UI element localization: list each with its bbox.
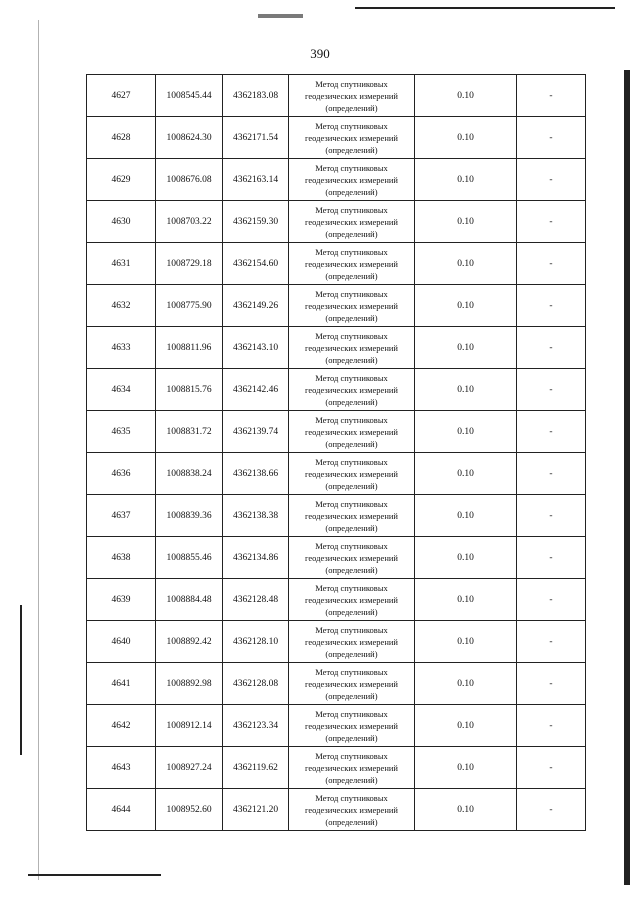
x-coordinate-cell: 1008815.76 xyxy=(156,369,223,411)
table-row xyxy=(87,579,586,621)
note-cell: - xyxy=(517,159,586,201)
x-coordinate-cell: 1008892.42 xyxy=(156,621,223,663)
table-row xyxy=(87,663,586,705)
accuracy-cell: 0.10 xyxy=(415,453,517,495)
point-id-cell: 4639 xyxy=(87,579,156,621)
x-coordinate-cell: 1008952.60 xyxy=(156,789,223,831)
point-id-cell: 4634 xyxy=(87,369,156,411)
accuracy-cell: 0.10 xyxy=(415,243,517,285)
point-id-cell: 4627 xyxy=(87,75,156,117)
x-coordinate-cell: 1008838.24 xyxy=(156,453,223,495)
point-id-cell: 4636 xyxy=(87,453,156,495)
method-cell: Метод спутниковых геодезических измерений (определений) xyxy=(289,369,415,411)
x-coordinate-cell: 1008912.14 xyxy=(156,705,223,747)
table-row xyxy=(87,747,586,789)
point-id-cell: 4633 xyxy=(87,327,156,369)
x-coordinate-cell: 1008927.24 xyxy=(156,747,223,789)
method-cell: Метод спутниковых геодезических измерений (определений) xyxy=(289,705,415,747)
y-coordinate-cell: 4362138.66 xyxy=(223,453,289,495)
note-cell: - xyxy=(517,579,586,621)
y-coordinate-cell: 4362139.74 xyxy=(223,411,289,453)
y-coordinate-cell: 4362138.38 xyxy=(223,495,289,537)
point-id-cell: 4641 xyxy=(87,663,156,705)
table-row xyxy=(87,75,586,117)
method-cell: Метод спутниковых геодезических измерений (определений) xyxy=(289,747,415,789)
point-id-cell: 4638 xyxy=(87,537,156,579)
y-coordinate-cell: 4362171.54 xyxy=(223,117,289,159)
accuracy-cell: 0.10 xyxy=(415,663,517,705)
point-id-cell: 4630 xyxy=(87,201,156,243)
note-cell: - xyxy=(517,453,586,495)
note-cell: - xyxy=(517,663,586,705)
table-row xyxy=(87,789,586,831)
method-cell: Метод спутниковых геодезических измерений (определений) xyxy=(289,453,415,495)
method-cell: Метод спутниковых геодезических измерений (определений) xyxy=(289,159,415,201)
method-cell: Метод спутниковых геодезических измерений (определений) xyxy=(289,621,415,663)
note-cell: - xyxy=(517,621,586,663)
accuracy-cell: 0.10 xyxy=(415,747,517,789)
x-coordinate-cell: 1008884.48 xyxy=(156,579,223,621)
point-id-cell: 4642 xyxy=(87,705,156,747)
note-cell: - xyxy=(517,789,586,831)
method-cell: Метод спутниковых геодезических измерений (определений) xyxy=(289,243,415,285)
accuracy-cell: 0.10 xyxy=(415,705,517,747)
x-coordinate-cell: 1008545.44 xyxy=(156,75,223,117)
point-id-cell: 4629 xyxy=(87,159,156,201)
table-row xyxy=(87,159,586,201)
accuracy-cell: 0.10 xyxy=(415,579,517,621)
scan-top-smudge xyxy=(258,14,303,18)
note-cell: - xyxy=(517,537,586,579)
y-coordinate-cell: 4362134.86 xyxy=(223,537,289,579)
table-row xyxy=(87,705,586,747)
accuracy-cell: 0.10 xyxy=(415,285,517,327)
accuracy-cell: 0.10 xyxy=(415,411,517,453)
method-cell: Метод спутниковых геодезических измерений (определений) xyxy=(289,411,415,453)
table-row xyxy=(87,537,586,579)
method-cell: Метод спутниковых геодезических измерений (определений) xyxy=(289,663,415,705)
x-coordinate-cell: 1008892.98 xyxy=(156,663,223,705)
y-coordinate-cell: 4362128.08 xyxy=(223,663,289,705)
page-number: 390 xyxy=(310,46,330,61)
method-cell: Метод спутниковых геодезических измерений (определений) xyxy=(289,75,415,117)
y-coordinate-cell: 4362183.08 xyxy=(223,75,289,117)
accuracy-cell: 0.10 xyxy=(415,117,517,159)
note-cell: - xyxy=(517,411,586,453)
accuracy-cell: 0.10 xyxy=(415,201,517,243)
x-coordinate-cell: 1008839.36 xyxy=(156,495,223,537)
note-cell: - xyxy=(517,327,586,369)
table-row xyxy=(87,201,586,243)
y-coordinate-cell: 4362159.30 xyxy=(223,201,289,243)
accuracy-cell: 0.10 xyxy=(415,159,517,201)
y-coordinate-cell: 4362149.26 xyxy=(223,285,289,327)
table-row xyxy=(87,621,586,663)
x-coordinate-cell: 1008676.08 xyxy=(156,159,223,201)
note-cell: - xyxy=(517,117,586,159)
x-coordinate-cell: 1008624.30 xyxy=(156,117,223,159)
accuracy-cell: 0.10 xyxy=(415,327,517,369)
y-coordinate-cell: 4362163.14 xyxy=(223,159,289,201)
x-coordinate-cell: 1008855.46 xyxy=(156,537,223,579)
note-cell: - xyxy=(517,747,586,789)
point-id-cell: 4628 xyxy=(87,117,156,159)
x-coordinate-cell: 1008831.72 xyxy=(156,411,223,453)
accuracy-cell: 0.10 xyxy=(415,495,517,537)
method-cell: Метод спутниковых геодезических измерений (определений) xyxy=(289,201,415,243)
method-cell: Метод спутниковых геодезических измерений (определений) xyxy=(289,285,415,327)
x-coordinate-cell: 1008703.22 xyxy=(156,201,223,243)
note-cell: - xyxy=(517,705,586,747)
note-cell: - xyxy=(517,243,586,285)
note-cell: - xyxy=(517,201,586,243)
point-id-cell: 4643 xyxy=(87,747,156,789)
accuracy-cell: 0.10 xyxy=(415,537,517,579)
y-coordinate-cell: 4362119.62 xyxy=(223,747,289,789)
table-row xyxy=(87,327,586,369)
accuracy-cell: 0.10 xyxy=(415,369,517,411)
point-id-cell: 4632 xyxy=(87,285,156,327)
table-row xyxy=(87,285,586,327)
coordinates-table xyxy=(86,74,586,831)
table-row xyxy=(87,495,586,537)
scan-left-margin-line xyxy=(38,20,39,880)
y-coordinate-cell: 4362154.60 xyxy=(223,243,289,285)
method-cell: Метод спутниковых геодезических измерений (определений) xyxy=(289,789,415,831)
y-coordinate-cell: 4362123.34 xyxy=(223,705,289,747)
y-coordinate-cell: 4362128.48 xyxy=(223,579,289,621)
table-row xyxy=(87,411,586,453)
table-row xyxy=(87,369,586,411)
accuracy-cell: 0.10 xyxy=(415,75,517,117)
method-cell: Метод спутниковых геодезических измерений (определений) xyxy=(289,579,415,621)
point-id-cell: 4640 xyxy=(87,621,156,663)
scan-right-edge xyxy=(624,70,630,885)
x-coordinate-cell: 1008811.96 xyxy=(156,327,223,369)
y-coordinate-cell: 4362121.20 xyxy=(223,789,289,831)
table-row xyxy=(87,243,586,285)
point-id-cell: 4635 xyxy=(87,411,156,453)
method-cell: Метод спутниковых геодезических измерений (определений) xyxy=(289,537,415,579)
coordinates-table-body xyxy=(87,75,586,831)
method-cell: Метод спутниковых геодезических измерений (определений) xyxy=(289,117,415,159)
method-cell: Метод спутниковых геодезических измерений (определений) xyxy=(289,495,415,537)
table-row xyxy=(87,117,586,159)
point-id-cell: 4637 xyxy=(87,495,156,537)
x-coordinate-cell: 1008729.18 xyxy=(156,243,223,285)
note-cell: - xyxy=(517,369,586,411)
scan-top-line xyxy=(355,7,615,9)
note-cell: - xyxy=(517,75,586,117)
scan-left-mark xyxy=(20,605,22,755)
method-cell: Метод спутниковых геодезических измерений (определений) xyxy=(289,327,415,369)
point-id-cell: 4644 xyxy=(87,789,156,831)
note-cell: - xyxy=(517,285,586,327)
scan-bottom-line xyxy=(28,874,161,876)
table-row xyxy=(87,453,586,495)
accuracy-cell: 0.10 xyxy=(415,789,517,831)
accuracy-cell: 0.10 xyxy=(415,621,517,663)
y-coordinate-cell: 4362143.10 xyxy=(223,327,289,369)
y-coordinate-cell: 4362142.46 xyxy=(223,369,289,411)
y-coordinate-cell: 4362128.10 xyxy=(223,621,289,663)
x-coordinate-cell: 1008775.90 xyxy=(156,285,223,327)
note-cell: - xyxy=(517,495,586,537)
point-id-cell: 4631 xyxy=(87,243,156,285)
